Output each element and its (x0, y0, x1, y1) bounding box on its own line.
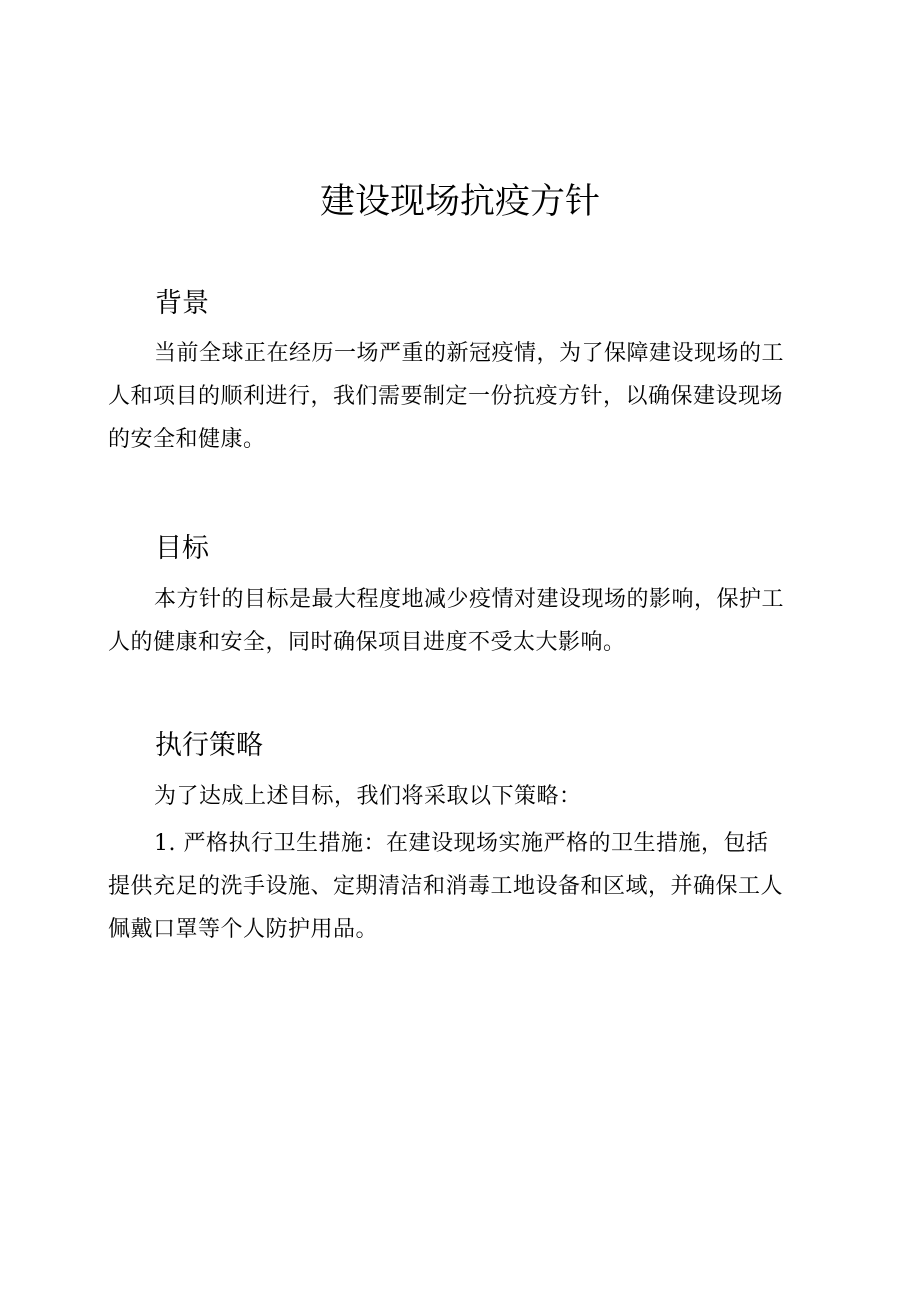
paragraph-line: 人的健康和安全，同时确保项目进度不受太大影响。 (108, 630, 626, 655)
paragraph-line: 为了达成上述目标，我们将采取以下策略： (154, 784, 582, 809)
list-item-line: 1. 严格执行卫生措施：在建设现场实施严格的卫生措施，包括 (154, 831, 769, 856)
goal-paragraph (108, 578, 812, 664)
paragraph-line: 当前全球正在经历一场严重的新冠疫情，为了保障建设现场的工 (154, 341, 785, 366)
background-paragraph (108, 332, 812, 461)
section-heading-background: 背景 (155, 288, 209, 319)
strategy-item-1 (108, 822, 812, 951)
list-item-line: 佩戴口罩等个人防护用品。 (108, 917, 379, 942)
document-title: 建设现场抗疫方针 (319, 182, 600, 222)
paragraph-line: 人和项目的顺利进行，我们需要制定一份抗疫方针，以确保建设现场 (108, 384, 784, 409)
strategy-intro (108, 775, 812, 818)
section-heading-strategy: 执行策略 (155, 730, 263, 761)
section-heading-goal: 目标 (155, 533, 209, 564)
list-item-line: 提供充足的洗手设施、定期清洁和消毒工地设备和区域，并确保工人 (108, 874, 784, 899)
paragraph-line: 本方针的目标是最大程度地减少疫情对建设现场的影响，保护工 (154, 587, 785, 612)
paragraph-line: 的安全和健康。 (108, 427, 266, 452)
